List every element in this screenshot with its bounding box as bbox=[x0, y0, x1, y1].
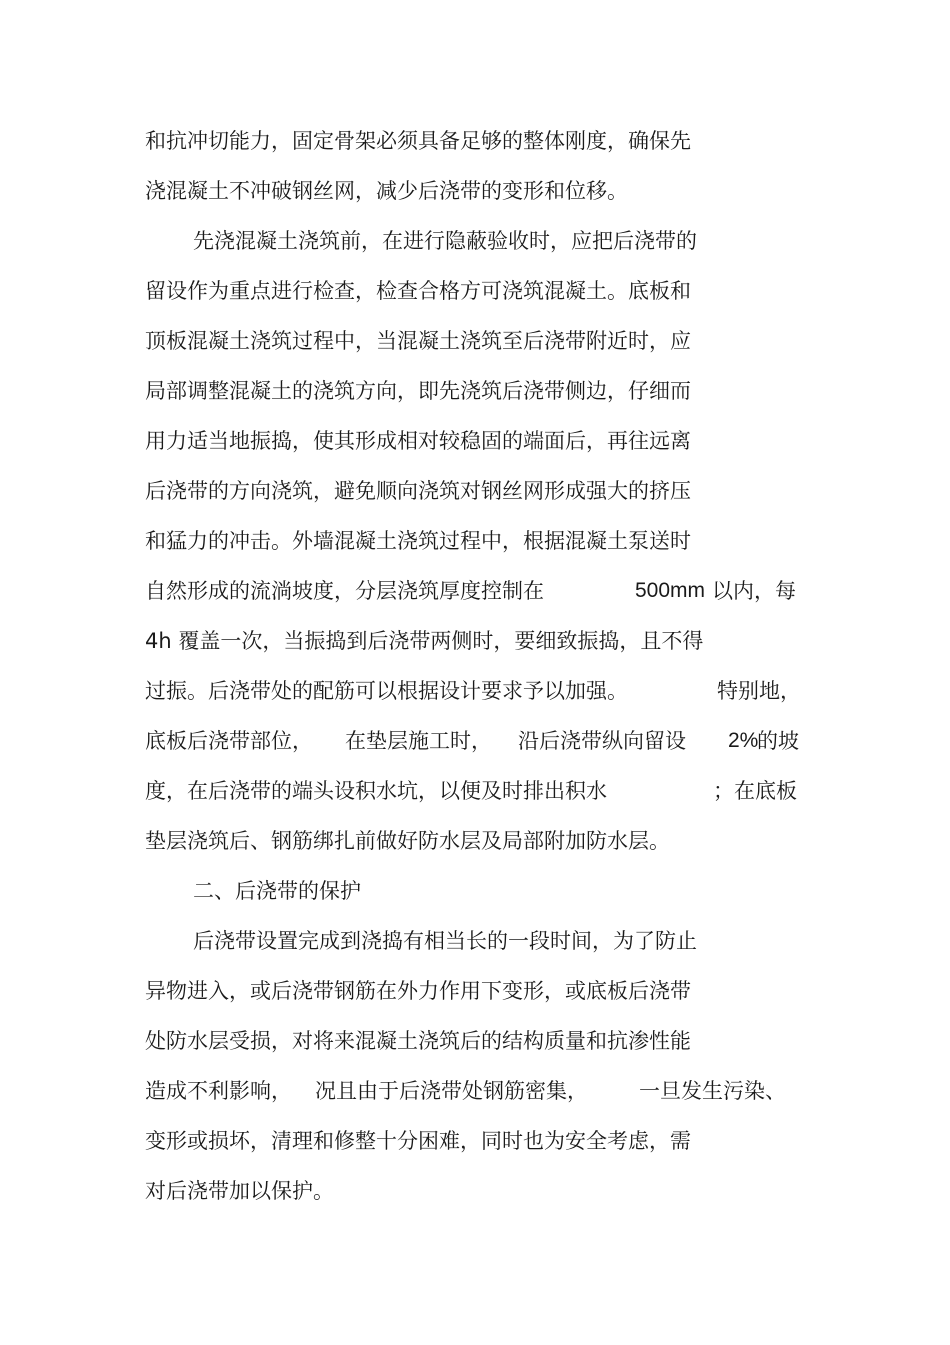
section-heading: 二、后浇带的保护 bbox=[193, 879, 361, 903]
text-line: 顶板混凝土浇筑过程中，当混凝土浇筑至后浇带附近时，应 bbox=[145, 329, 691, 353]
text-line: 4h 覆盖一次，当振捣到后浇带两侧时，要细致振捣，且不得 bbox=[145, 629, 704, 653]
text-line: 处防水层受损，对将来混凝土浇筑后的结构质量和抗渗性能 bbox=[145, 1029, 691, 1053]
text-line: 先浇混凝土浇筑前，在进行隐蔽验收时，应把后浇带的 bbox=[193, 229, 697, 253]
text-segment: 以内，每 bbox=[712, 579, 796, 603]
text-line: 垫层浇筑后、钢筋绑扎前做好防水层及局部附加防水层。 bbox=[145, 829, 670, 853]
text-line: 异物进入，或后浇带钢筋在外力作用下变形，或底板后浇带 bbox=[145, 979, 691, 1003]
text-segment: 的坡 bbox=[757, 729, 799, 753]
text-segment: 沿后浇带纵向留设 bbox=[518, 729, 686, 753]
percent-value: 2% bbox=[728, 729, 759, 752]
text-line bbox=[145, 726, 799, 756]
text-line: 浇混凝土不冲破钢丝网，减少后浇带的变形和位移。 bbox=[145, 179, 628, 203]
text-segment: 况且由于后浇带处钢筋密集， bbox=[315, 1079, 588, 1103]
text-segment: ；在底板 bbox=[713, 779, 797, 803]
text-line bbox=[145, 776, 797, 806]
text-segment: 度，在后浇带的端头设积水坑，以便及时排出积水 bbox=[145, 779, 607, 803]
text-segment: 过振。后浇带处的配筋可以根据设计要求予以加强。 bbox=[145, 679, 628, 703]
text-line: 用力适当地振捣，使其形成相对较稳固的端面后，再往远离 bbox=[145, 429, 691, 453]
text-line bbox=[145, 1076, 786, 1106]
text-line bbox=[145, 676, 801, 706]
text-line: 留设作为重点进行检查，检查合格方可浇筑混凝土。底板和 bbox=[145, 279, 691, 303]
text-line: 变形或损坏，清理和修整十分困难，同时也为安全考虑，需 bbox=[145, 1129, 691, 1153]
text-line: 对后浇带加以保护。 bbox=[145, 1179, 334, 1203]
text-line: 后浇带的方向浇筑，避免顺向浇筑对钢丝网形成强大的挤压 bbox=[145, 479, 691, 503]
text-segment: 一旦发生污染、 bbox=[639, 1079, 786, 1103]
text-segment: 造成不利影响， bbox=[145, 1079, 292, 1103]
text-line bbox=[145, 576, 796, 606]
text-line: 和猛力的冲击。外墙混凝土浇筑过程中，根据混凝土泵送时 bbox=[145, 529, 691, 553]
text-segment: 自然形成的流淌坡度，分层浇筑厚度控制在 bbox=[145, 579, 544, 603]
text-segment: 底板后浇带部位， bbox=[145, 729, 313, 753]
text-segment: 在垫层施工时， bbox=[345, 729, 492, 753]
text-line: 后浇带设置完成到浇捣有相当长的一段时间，为了防止 bbox=[193, 929, 697, 953]
measurement-value: 500mm bbox=[635, 579, 706, 602]
text-line: 局部调整混凝土的浇筑方向，即先浇筑后浇带侧边，仔细而 bbox=[145, 379, 691, 403]
text-segment: 特别地， bbox=[717, 679, 801, 703]
text-line: 和抗冲切能力，固定骨架必须具备足够的整体刚度，确保先 bbox=[145, 129, 691, 153]
